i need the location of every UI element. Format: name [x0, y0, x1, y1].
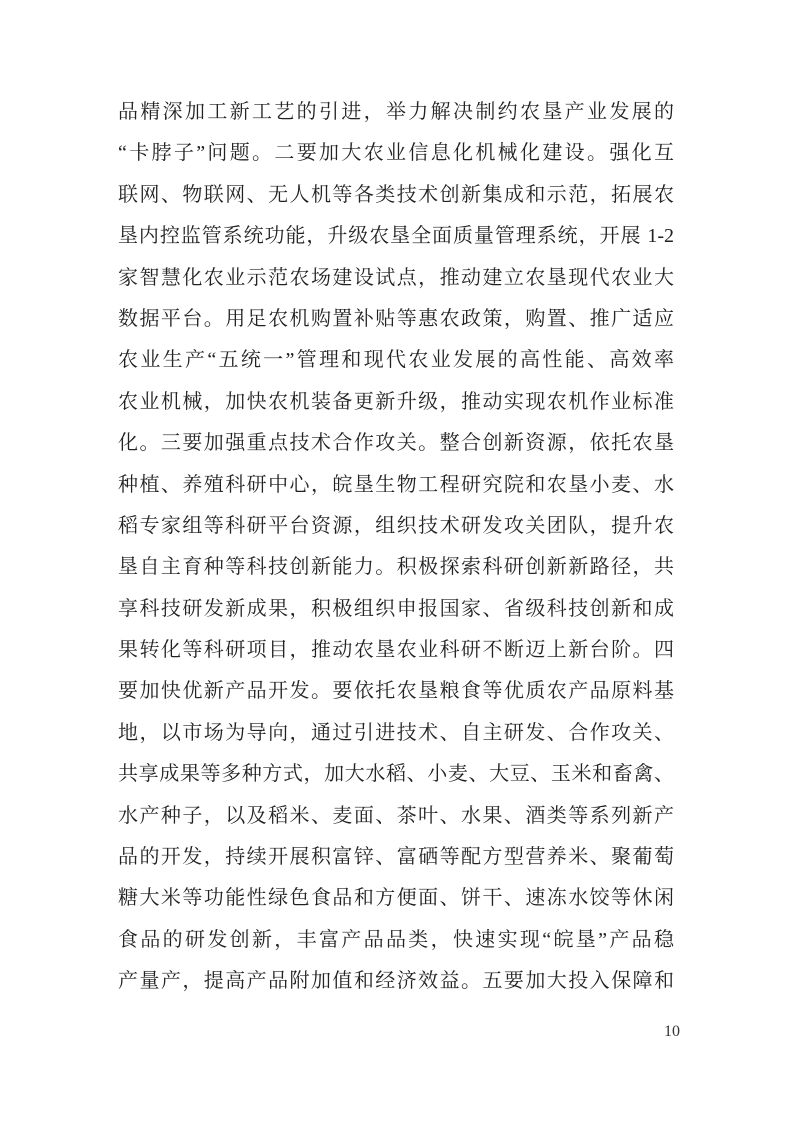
text-line: 数据平台。用足农机购置补贴等惠农政策，购置、推广适应 [118, 307, 674, 330]
text-line: 享科技研发新成果，积极组织申报国家、省级科技创新和成 [118, 597, 674, 620]
text-line: 果转化等科研项目，推动农垦农业科研不断迈上新台阶。四 [118, 639, 674, 662]
text-line: 要加快优新产品开发。要依托农垦粮食等优质农产品原料基 [118, 680, 674, 703]
text-line: 水产种子，以及稻米、麦面、茶叶、水果、酒类等系列新产 [118, 804, 674, 827]
text-line: 品的开发，持续开展积富锌、富硒等配方型营养米、聚葡萄 [118, 846, 674, 869]
text-line: 农业机械，加快农机装备更新升级，推动实现农机作业标准 [118, 390, 674, 413]
body-text [118, 92, 674, 1003]
text-line: 化。三要加强重点技术合作攻关。整合创新资源，依托农垦 [118, 432, 674, 455]
text-line: 地，以市场为导向，通过引进技术、自主研发、合作攻关、 [118, 721, 674, 744]
text-line: 垦内控监管系统功能，升级农垦全面质量管理系统，开展 1-2 [118, 225, 674, 248]
text-line: “卡脖子”问题。二要加大农业信息化机械化建设。强化互 [118, 142, 674, 165]
text-line: 产量产，提高产品附加值和经济效益。五要加大投入保障和 [118, 970, 674, 993]
text-line: 家智慧化农业示范农场建设试点，推动建立农垦现代农业大 [118, 266, 674, 289]
text-line: 品精深加工新工艺的引进，举力解决制约农垦产业发展的 [118, 101, 674, 123]
text-line: 垦自主育种等科技创新能力。积极探索科研创新新路径，共 [118, 556, 674, 579]
text-line: 共享成果等多种方式，加大水稻、小麦、大豆、玉米和畜禽、 [118, 763, 674, 786]
text-line: 稻专家组等科研平台资源，组织技术研发攻关团队，提升农 [118, 514, 674, 537]
text-line: 农业生产“五统一”管理和现代农业发展的高性能、高效率 [118, 349, 674, 372]
text-line: 糖大米等功能性绿色食品和方便面、饼干、速冻水饺等休闲 [118, 887, 674, 910]
page-number: 10 [664, 1023, 680, 1040]
text-line: 种植、养殖科研中心，皖垦生物工程研究院和农垦小麦、水 [118, 473, 674, 496]
text-line: 食品的研发创新，丰富产品品类，快速实现“皖垦”产品稳 [118, 928, 674, 951]
text-line: 联网、物联网、无人机等各类技术创新集成和示范，拓展农 [118, 183, 674, 206]
